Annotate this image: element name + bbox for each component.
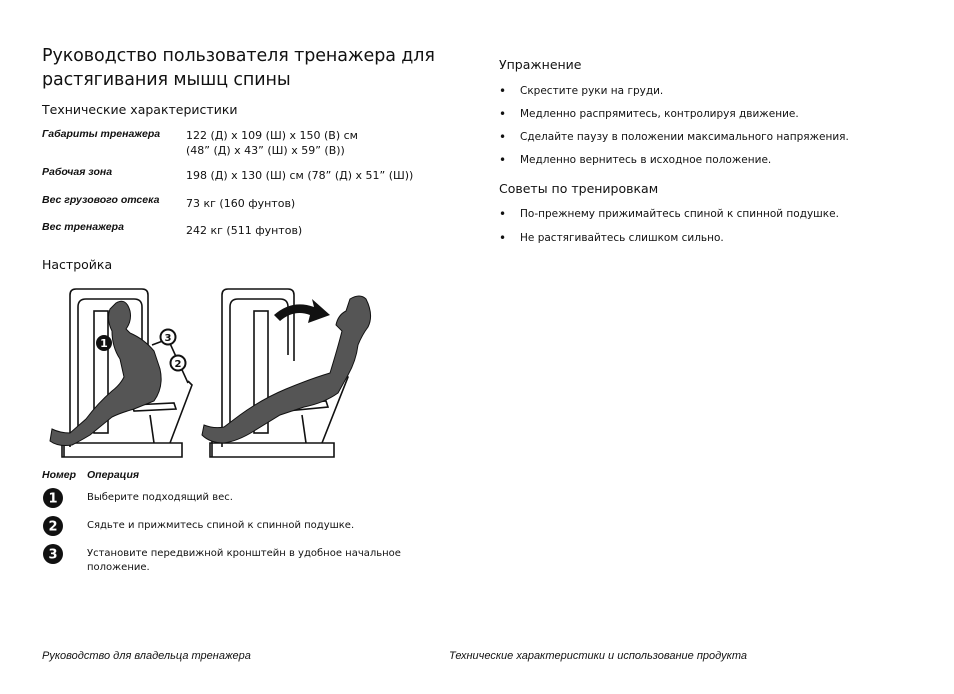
user-silhouette-extended xyxy=(202,296,371,443)
callout-badge-2 xyxy=(171,356,186,371)
spec-value: 122 (Д) x 109 (Ш) x 150 (В) см (48” (Д) x 43” (Ш) x 59” (В)) xyxy=(186,129,358,157)
step-number: 3 xyxy=(48,547,58,563)
operation-row xyxy=(42,543,442,577)
bullet-icon: • xyxy=(499,153,507,167)
page-title: Руководство пользователя тренажера для растягивания мышц спины xyxy=(42,46,435,90)
exercise-item xyxy=(499,84,919,98)
callout-badge-1 xyxy=(96,335,112,351)
exercise-item xyxy=(499,107,919,121)
spec-value: 73 кг (160 фунтов) xyxy=(186,197,296,210)
callout-badge-3 xyxy=(161,330,176,345)
tip-item xyxy=(499,231,919,245)
spec-row xyxy=(42,166,442,194)
operations-list xyxy=(42,487,442,577)
exercise-heading: Упражнение xyxy=(499,57,582,72)
operation-text: Установите передвижной кронштейн в удобное начальное положение. xyxy=(87,548,401,573)
exercise-list xyxy=(499,84,919,167)
tip-item-text: Не растягивайтесь слишком сильно. xyxy=(520,232,724,244)
motion-arrow-icon xyxy=(274,299,330,323)
spec-label: Вес тренажера xyxy=(42,221,124,233)
step-number: 1 xyxy=(48,491,58,507)
right-column xyxy=(499,57,919,245)
spec-label: Рабочая зона xyxy=(42,166,113,178)
spec-label: Габариты тренажера xyxy=(42,128,161,140)
spec-row xyxy=(42,194,442,221)
bullet-icon: • xyxy=(499,84,507,98)
machine-illustration xyxy=(42,285,442,463)
exercise-item xyxy=(499,130,919,144)
specs-table xyxy=(42,128,442,245)
exercise-item-text: Медленно распрямитесь, контролируя движение. xyxy=(520,108,799,120)
machine-illustration-svg xyxy=(42,285,442,463)
tips-heading: Советы по тренировкам xyxy=(499,181,659,196)
tip-item xyxy=(499,207,919,221)
bullet-icon: • xyxy=(499,207,507,221)
step-number: 2 xyxy=(48,519,58,535)
number-column-header: Номер xyxy=(42,469,77,481)
exercise-item xyxy=(499,153,919,167)
spec-value: 242 кг (511 фунтов) xyxy=(186,224,303,237)
bullet-icon: • xyxy=(499,107,507,121)
footer-right: Технические характеристики и использование продукта xyxy=(449,650,748,662)
step-number-badge xyxy=(42,543,64,565)
user-silhouette-start xyxy=(50,301,161,445)
step-number-badge xyxy=(42,487,64,509)
setup-heading: Настройка xyxy=(42,257,113,272)
operation-column-header: Операция xyxy=(87,469,140,481)
operation-text: Выберите подходящий вес. xyxy=(87,492,233,503)
svg-text:1: 1 xyxy=(100,337,108,350)
svg-text:2: 2 xyxy=(174,359,182,370)
operations-header xyxy=(42,469,442,485)
operation-row xyxy=(42,515,442,543)
specs-heading: Технические характеристики xyxy=(42,102,238,117)
operation-row xyxy=(42,487,442,515)
spec-label: Вес грузового отсека xyxy=(42,194,160,206)
bullet-icon: • xyxy=(499,130,507,144)
tips-list xyxy=(499,207,919,245)
spec-value: 198 (Д) x 130 (Ш) см (78” (Д) x 51” (Ш)) xyxy=(186,169,414,182)
footer-left: Руководство для владельца тренажера xyxy=(42,650,251,662)
bullet-icon: • xyxy=(499,231,507,245)
left-column xyxy=(42,44,442,577)
step-number-badge xyxy=(42,515,64,537)
operation-text: Сядьте и прижмитесь спиной к спинной подушке. xyxy=(87,520,355,531)
exercise-item-text: Скрестите руки на груди. xyxy=(520,85,664,97)
svg-text:3: 3 xyxy=(164,333,172,344)
tip-item-text: По-прежнему прижимайтесь спиной к спинной подушке. xyxy=(520,208,839,220)
spec-row xyxy=(42,128,442,166)
exercise-item-text: Медленно вернитесь в исходное положение. xyxy=(520,154,772,166)
spec-row xyxy=(42,221,442,245)
exercise-item-text: Сделайте паузу в положении максимального напряжения. xyxy=(520,131,849,143)
